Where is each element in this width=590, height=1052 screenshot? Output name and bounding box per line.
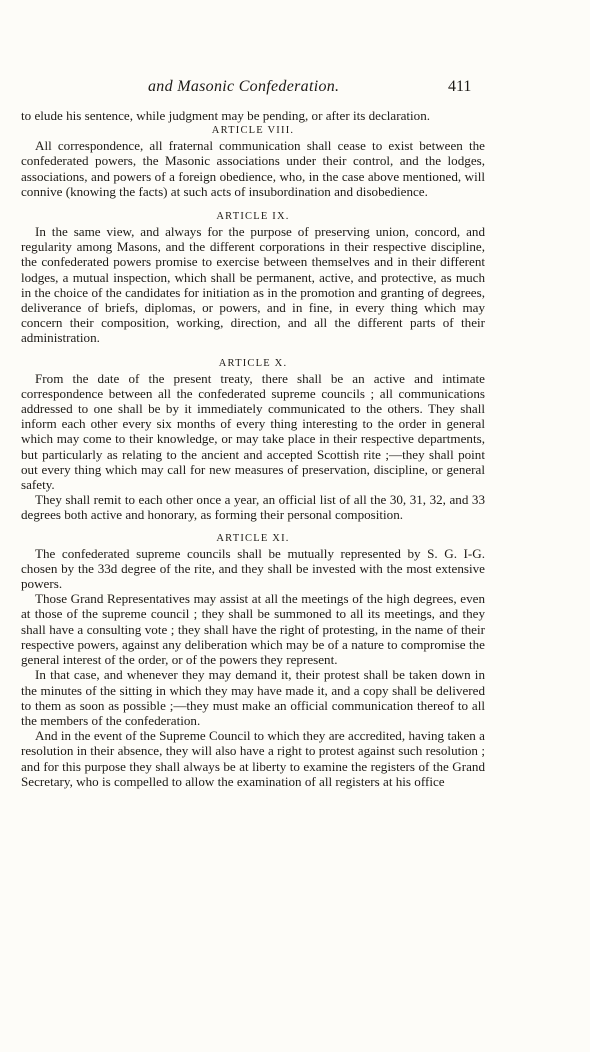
running-head [0, 78, 590, 100]
article-x-paragraph-1: From the date of the present treaty, there shall be an active and intimate correspondence between all the confederated supreme councils ; all communications addressed to one shall be by it immediately communicated to the others. They shall inform each other every six months of every thing interesting to the order in general which may come to their knowledge, or may take place in their respective departments, but particularly as relating to the ancient and accepted Scottish rite ;—they shall point out every thing which may call for new measures of preservation, discipline, or general safety. [21, 370, 485, 493]
article-viii-paragraph: All correspondence, all fraternal communication shall cease to exist between the confederated powers, the Masonic associations under their control, and the lodges, associations, and powers of a foreign obedience, who, in the case above mentioned, will connive (knowing the facts) at such acts of insubordination and disobedience. [21, 138, 485, 199]
article-x-paragraph-2: They shall remit to each other once a year, an official list of all the 30, 31, 32, and 33 degrees both active and honorary, as forming their personal composition. [21, 492, 485, 523]
article-ix-paragraph: In the same view, and always for the purpose of preserving union, concord, and regularity among Masons, and the different corporations in their respective discipline, the confederated powers promise to exercise between themselves and in their different lodges, a mutual inspection, which shall be permanent, active, and protective, as much in the choice of the candidates for initiation as in the promotion and granting of degrees, deliverance of briefs, diplomas, or powers, and in fine, in every thing which may concern their composition, working, direction, and all the different parts of their administration. [21, 224, 485, 346]
article-xi-paragraph-4: And in the event of the Supreme Council to which they are accredited, having taken a resolution in their absence, they will also have a right to protest against such resolution ; and for this purpose they shall always be at liberty to examine the registers of the Grand Secretary, who is compelled to allow the examination of all registers at his office [21, 728, 485, 789]
article-xi-paragraph-1: The confederated supreme councils shall be mutually represented by S. G. I-G. chosen by the 33d degree of the rite, and they shall be invested with the most extensive powers. [21, 545, 485, 592]
article-heading-xi: ARTICLE XI. [216, 532, 290, 544]
article-heading-x: ARTICLE X. [218, 357, 288, 369]
article-xi-paragraph-3: In that case, and whenever they may demand it, their protest shall be taken down in the minutes of the sitting in which they may have made it, and a copy shall be delivered to them as soon as possible ;—they must make an official communication thereof to all the members of the confederation. [21, 667, 485, 728]
article-xi-paragraph-2: Those Grand Representatives may assist at all the meetings of the high degrees, even at those of the supreme council ; they shall be summoned to all its meetings, and they shall have a consulting vote ; they shall have the right of protesting, in the name of their respective powers, against any deliberation which may be of a nature to compromise the general interest of the order, or of the powers they represent. [21, 591, 485, 668]
running-head-title: and Masonic Confederation. [148, 78, 340, 95]
article-heading-viii: ARTICLE VIII. [211, 125, 295, 137]
continuation-paragraph: to elude his sentence, while judgment may be pending, or after its declaration. [21, 108, 431, 123]
page-body [21, 108, 485, 789]
article-heading-ix: ARTICLE IX. [216, 211, 290, 223]
page-number: 411 [448, 78, 472, 95]
